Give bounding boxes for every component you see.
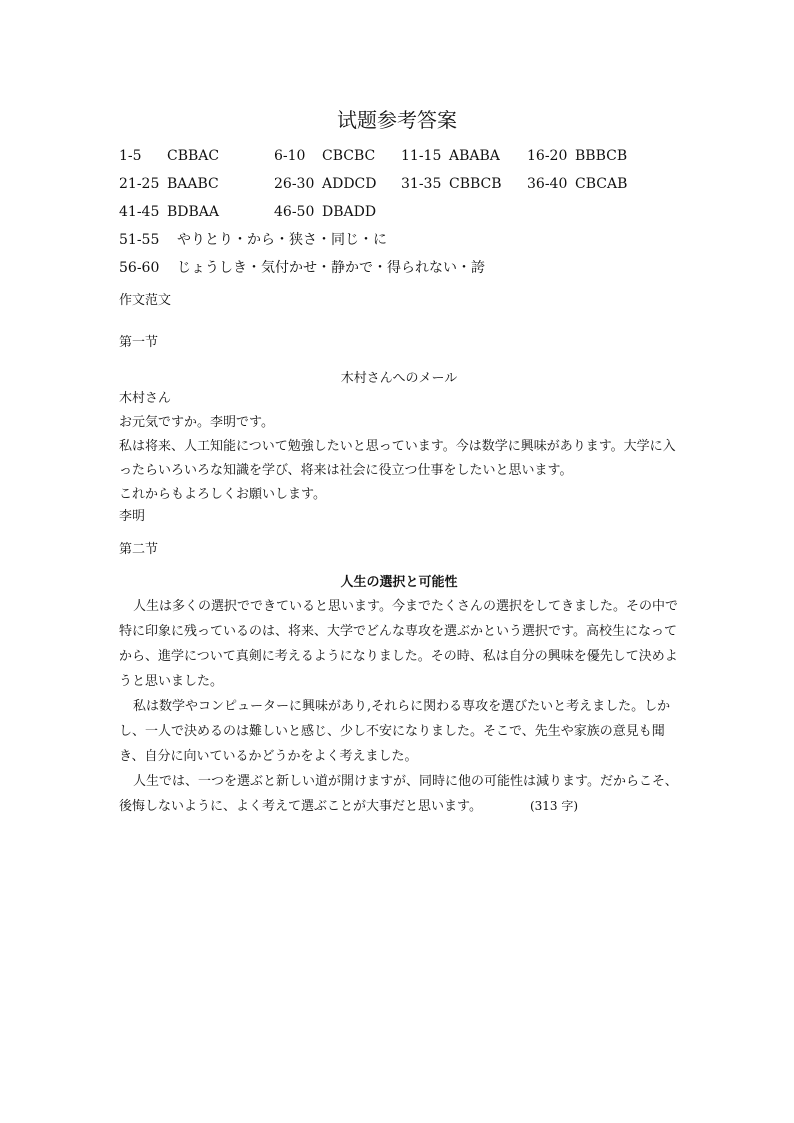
answer-keys: CBCAB	[575, 176, 628, 192]
answer-keys: CBCBC	[322, 148, 376, 164]
answer-range: 11-15	[401, 148, 442, 164]
composition-heading: 作文范文	[119, 293, 172, 308]
answer-range: 36-40	[527, 176, 568, 192]
mail-title: 木村さんへのメール	[340, 371, 458, 386]
answer-keys: DBADD	[322, 204, 377, 220]
section1-heading: 第一节	[119, 335, 159, 350]
answer-key	[119, 146, 679, 286]
answer-range: 41-45	[119, 204, 160, 220]
answer-keys: ABABA	[449, 148, 500, 164]
answer-keys: BAABC	[167, 176, 219, 192]
answer-range: 31-35	[401, 176, 442, 192]
fill-in-row	[119, 258, 679, 286]
section2-heading: 第二节	[119, 542, 159, 557]
answer-keys: CBBAC	[167, 148, 220, 164]
mail-paragraph: 私は将来、人工知能について勉強したいと思っています。今は数学に興味があります。大学に入ったらいろいろな知識を学び、将来は社会に役立つ仕事をしたいと思います。	[119, 439, 676, 478]
essay-title: 人生の選択と可能性	[340, 575, 458, 590]
fill-in-range: 56-60	[119, 260, 160, 276]
answer-range: 6-10	[274, 148, 306, 164]
character-count: (313 字)	[529, 799, 579, 813]
answer-keys: BBBCB	[575, 148, 628, 164]
mail-closing: これからもよろしくお願いします。	[119, 487, 326, 502]
answer-keys: CBBCB	[449, 176, 502, 192]
fill-in-range: 51-55	[119, 232, 160, 248]
answer-range: 46-50	[274, 204, 315, 220]
answer-range: 16-20	[527, 148, 568, 164]
mail-signature: 李明	[119, 509, 146, 524]
mail-greeting: 木村さん	[119, 391, 172, 406]
answer-row	[119, 146, 679, 174]
page-title: 试题参考答案	[337, 108, 457, 132]
answer-keys: ADDCD	[322, 176, 377, 192]
mail-body	[119, 386, 679, 527]
answer-row	[119, 174, 679, 202]
fill-in-answers: じょうしき・気付かせ・静かで・得られない・誇	[177, 260, 485, 276]
essay-paragraph	[119, 769, 679, 819]
answer-range: 26-30	[274, 176, 315, 192]
fill-in-answers: やりとり・から・狭さ・同じ・に	[177, 232, 387, 248]
essay-paragraph: 人生は多くの選択でできていると思います。今までたくさんの選択をしてきました。その中で特に印象に残っているのは、将来、大学でどんな専攻を選ぶかという選択です。高校生になってから、進学について真剣に考えるようになりました。その時、私は自分の興味を優先して決めようと思いました。	[119, 599, 678, 689]
essay-paragraph: 私は数学やコンピューターに興味があり,それらに関わる専攻を選びたいと考えました。しかし、一人で決めるのは難しいと感じ、少し不安になりました。そこで、先生や家族の意見も聞き、自分に向いているかどうかをよく考えました。	[119, 699, 671, 764]
answer-row	[119, 202, 679, 230]
answer-range: 21-25	[119, 176, 160, 192]
answer-range: 1-5	[119, 148, 142, 164]
fill-in-row	[119, 230, 679, 258]
answer-keys: BDBAA	[167, 204, 220, 220]
essay-body	[119, 594, 679, 819]
essay-paragraph-text: 人生では、一つを選ぶと新しい道が開けますが、同時に他の可能性は減ります。だからこそ、後悔しないように、よく考えて選ぶことが大事だと思います。	[119, 774, 678, 814]
mail-line: お元気ですか。李明です。	[119, 415, 274, 430]
